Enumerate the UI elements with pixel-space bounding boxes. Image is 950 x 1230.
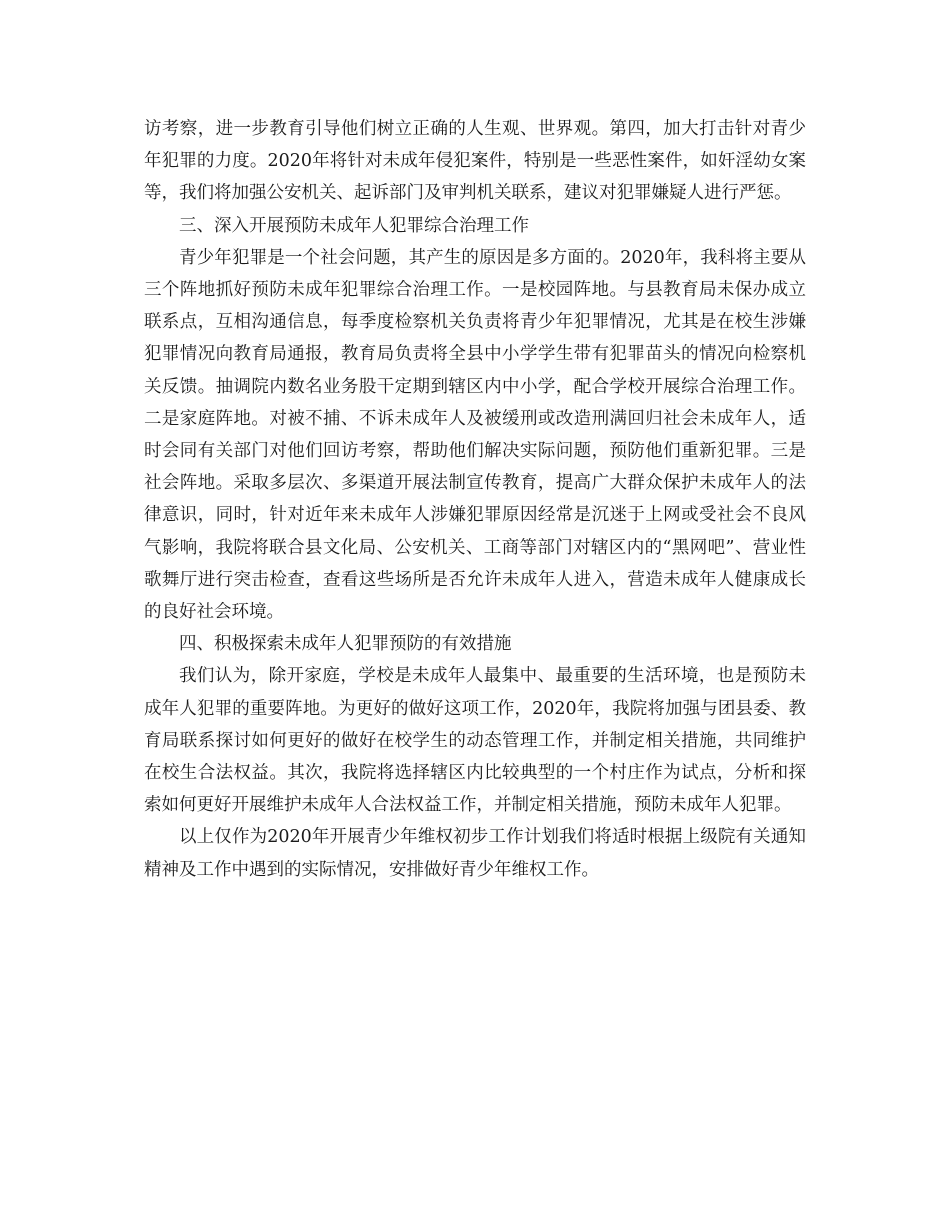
paragraph-continuation: 访考察，进一步教育引导他们树立正确的人生观、世界观。第四，加大打击针对青少年犯罪的力度。2020年将针对未成年侵犯案件，特别是一些恶性案件，如奸淫幼女案等，我们将加强公安机关、起诉部门及审判机关联系，建议对犯罪嫌疑人进行严惩。 [144, 119, 806, 204]
section-heading-3: 三、深入开展预防未成年人犯罪综合治理工作 [179, 215, 529, 236]
paragraph-section-3: 青少年犯罪是一个社会问题，其产生的原因是多方面的。2020年，我科将主要从三个阵地抓好预防未成年犯罪综合治理工作。一是校园阵地。与县教育局未保办成立联系点，互相沟通信息，每季度检察机关负责将青少年犯罪情况，尤其是在校生涉嫌犯罪情况向教育局通报，教育局负责将全县中小学学生带有犯罪苗头的情况向检察机关反馈。抽调院内数名业务股干定期到辖区内中小学，配合学校开展综合治理工作。二是家庭阵地。对被不捕、不诉未成年人及被缓刑或改造刑满回归社会未成年人，适时会同有关部门对他们回访考察，帮助他们解决实际问题，预防他们重新犯罪。三是社会阵地。采取多层次、多渠道开展法制宣传教育，提高广大群众保护未成年人的法律意识，同时，针对近年来未成年人涉嫌犯罪原因经常是沉迷于上网或受社会不良风气影响，我院将联合县文化局、公安机关、工商等部门对辖区内的“黑网吧”、营业性歌舞厅进行突击检查，查看这些场所是否允许未成年人进入，营造未成年人健康成长的良好社会环境。 [144, 247, 806, 623]
section-heading-4: 四、积极探索未成年人犯罪预防的有效措施 [179, 634, 512, 655]
document-body [144, 113, 806, 886]
paragraph-closing: 以上仅作为2020年开展青少年维权初步工作计划我们将适时根据上级院有关通知精神及工作中遇到的实际情况，安排做好青少年维权工作。 [144, 827, 806, 880]
paragraph-section-4: 我们认为，除开家庭，学校是未成年人最集中、最重要的生活环境，也是预防未成年人犯罪的重要阵地。为更好的做好这项工作，2020年，我院将加强与团县委、教育局联系探讨如何更好的做好在校学生的动态管理工作，并制定相关措施，共同维护在校生合法权益。其次，我院将选择辖区内比较典型的一个村庄作为试点，分析和探索如何更好开展维护未成年人合法权益工作，并制定相关措施，预防未成年人犯罪。 [144, 666, 806, 816]
